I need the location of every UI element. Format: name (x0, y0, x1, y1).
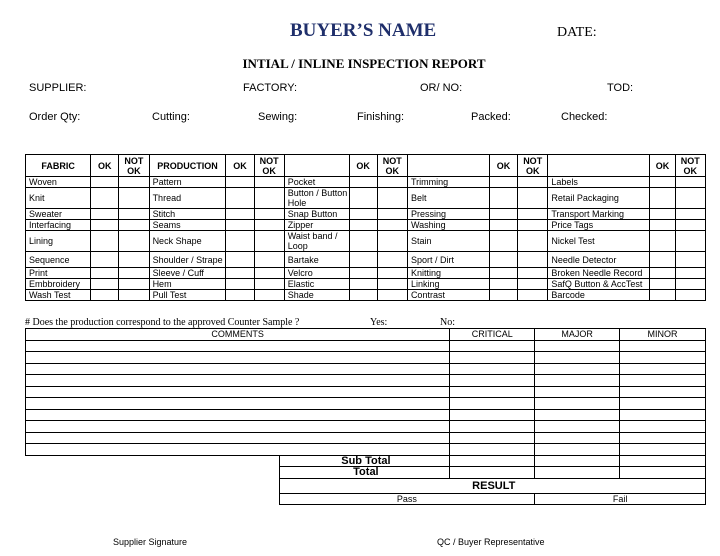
comment-cell[interactable] (26, 432, 450, 444)
result-header: RESULT (279, 478, 705, 493)
ok-checkbox[interactable] (91, 290, 119, 301)
checklist-header: NOT OK (254, 155, 284, 177)
score-cell[interactable] (620, 398, 706, 410)
not-ok-checkbox[interactable] (254, 268, 284, 279)
checklist-item: Knit (26, 188, 91, 209)
checklist-item: Pattern (149, 177, 226, 188)
not-ok-checkbox[interactable] (675, 279, 705, 290)
checklist-header (284, 155, 349, 177)
blank-cell (26, 478, 280, 493)
comment-row[interactable] (26, 363, 706, 375)
checklist-header: OK (349, 155, 377, 177)
score-cell[interactable] (535, 363, 620, 375)
not-ok-checkbox[interactable] (377, 209, 407, 220)
checklist-item: Waist band / Loop (284, 231, 349, 252)
not-ok-checkbox[interactable] (377, 220, 407, 231)
ok-checkbox[interactable] (650, 268, 675, 279)
ok-checkbox[interactable] (226, 220, 254, 231)
score-cell[interactable] (535, 375, 620, 387)
sewing-label: Sewing: (258, 111, 298, 123)
not-ok-checkbox[interactable] (675, 268, 705, 279)
score-cell[interactable] (620, 375, 706, 387)
checklist-item: Embbroidery (26, 279, 91, 290)
ok-checkbox[interactable] (650, 209, 675, 220)
comment-cell[interactable] (26, 340, 450, 352)
supplier-signature: Supplier Signature (113, 537, 188, 547)
checklist-row (26, 290, 706, 301)
checklist-item: Hem (149, 279, 226, 290)
ok-checkbox[interactable] (349, 177, 377, 188)
total-cell[interactable] (450, 455, 535, 467)
score-cell[interactable] (620, 340, 706, 352)
checklist-item: Stain (407, 231, 489, 252)
not-ok-checkbox[interactable] (119, 252, 149, 268)
packed-label: Packed: (471, 111, 511, 123)
not-ok-checkbox[interactable] (377, 290, 407, 301)
ok-checkbox[interactable] (226, 290, 254, 301)
score-cell[interactable] (450, 352, 535, 364)
ok-checkbox[interactable] (91, 188, 119, 209)
finishing-label: Finishing: (357, 111, 405, 123)
checklist-item: Broken Needle Record (548, 268, 650, 279)
ok-checkbox[interactable] (650, 220, 675, 231)
ok-checkbox[interactable] (349, 290, 377, 301)
ok-checkbox[interactable] (226, 252, 254, 268)
checklist-header (407, 155, 489, 177)
checklist-item: Woven (26, 177, 91, 188)
ok-checkbox[interactable] (490, 290, 518, 301)
score-cell[interactable] (450, 409, 535, 421)
checklist-item: Button / Button Hole (284, 188, 349, 209)
comment-cell[interactable] (26, 352, 450, 364)
factory-label: FACTORY: (243, 82, 298, 94)
not-ok-checkbox[interactable] (254, 188, 284, 209)
ok-checkbox[interactable] (349, 252, 377, 268)
not-ok-checkbox[interactable] (254, 177, 284, 188)
score-cell[interactable] (620, 386, 706, 398)
checklist-item: Sequence (26, 252, 91, 268)
not-ok-checkbox[interactable] (518, 290, 548, 301)
not-ok-checkbox[interactable] (119, 209, 149, 220)
ok-checkbox[interactable] (490, 268, 518, 279)
not-ok-checkbox[interactable] (518, 188, 548, 209)
checklist-item: Lining (26, 231, 91, 252)
comment-row[interactable] (26, 432, 706, 444)
or-no-label: OR/ NO: (420, 82, 463, 94)
checklist-item: Interfacing (26, 220, 91, 231)
checklist-item: Stitch (149, 209, 226, 220)
not-ok-checkbox[interactable] (518, 177, 548, 188)
comment-row[interactable] (26, 421, 706, 433)
ok-checkbox[interactable] (349, 188, 377, 209)
ok-checkbox[interactable] (650, 177, 675, 188)
ok-checkbox[interactable] (91, 220, 119, 231)
comment-row[interactable] (26, 340, 706, 352)
not-ok-checkbox[interactable] (377, 177, 407, 188)
checklist-header: NOT OK (377, 155, 407, 177)
not-ok-checkbox[interactable] (119, 188, 149, 209)
checklist-header: PRODUCTION (149, 155, 226, 177)
checklist-item: SafQ Button & AccTest (548, 279, 650, 290)
checklist-item: Thread (149, 188, 226, 209)
score-cell[interactable] (450, 432, 535, 444)
comment-row[interactable] (26, 444, 706, 456)
not-ok-checkbox[interactable] (119, 231, 149, 252)
score-cell[interactable] (535, 409, 620, 421)
pass-option[interactable]: Pass (279, 493, 535, 505)
ok-checkbox[interactable] (91, 177, 119, 188)
score-cell[interactable] (450, 340, 535, 352)
checklist-header (548, 155, 650, 177)
ok-checkbox[interactable] (91, 268, 119, 279)
checklist-row (26, 177, 706, 188)
checked-label: Checked: (561, 111, 608, 123)
sub-total-label: Sub Total (279, 455, 450, 467)
score-cell[interactable] (450, 375, 535, 387)
blank-cell (26, 455, 280, 467)
yes-label: Yes: (370, 317, 388, 328)
checklist-item: Wash Test (26, 290, 91, 301)
checklist-item: Pull Test (149, 290, 226, 301)
comment-cell[interactable] (26, 386, 450, 398)
not-ok-checkbox[interactable] (675, 177, 705, 188)
ok-checkbox[interactable] (91, 209, 119, 220)
score-cell[interactable] (450, 398, 535, 410)
checklist-item: Seams (149, 220, 226, 231)
buyer-name: BUYER’S NAME (290, 20, 437, 41)
blank-cell (26, 467, 280, 479)
not-ok-checkbox[interactable] (675, 290, 705, 301)
score-cell[interactable] (620, 352, 706, 364)
ok-checkbox[interactable] (490, 220, 518, 231)
not-ok-checkbox[interactable] (254, 231, 284, 252)
checklist-item: Shoulder / Strape (149, 252, 226, 268)
ok-checkbox[interactable] (490, 252, 518, 268)
ok-checkbox[interactable] (490, 279, 518, 290)
score-cell[interactable] (535, 444, 620, 456)
checklist-item: Snap Button (284, 209, 349, 220)
checklist-item: Nickel Test (548, 231, 650, 252)
checklist-header: NOT OK (518, 155, 548, 177)
total-cell[interactable] (620, 467, 706, 479)
not-ok-checkbox[interactable] (377, 279, 407, 290)
comment-row[interactable] (26, 398, 706, 410)
not-ok-checkbox[interactable] (518, 252, 548, 268)
comment-cell[interactable] (26, 421, 450, 433)
qc-signature: QC / Buyer Representative (437, 537, 545, 547)
not-ok-checkbox[interactable] (675, 231, 705, 252)
order-qty-label: Order Qty: (29, 111, 81, 123)
not-ok-checkbox[interactable] (377, 268, 407, 279)
checklist-row (26, 188, 706, 209)
cutting-label: Cutting: (152, 111, 190, 123)
ok-checkbox[interactable] (650, 290, 675, 301)
not-ok-checkbox[interactable] (254, 220, 284, 231)
comment-cell[interactable] (26, 398, 450, 410)
tod-label: TOD: (607, 82, 634, 94)
not-ok-checkbox[interactable] (518, 231, 548, 252)
ok-checkbox[interactable] (650, 231, 675, 252)
not-ok-checkbox[interactable] (518, 209, 548, 220)
checklist-item: Trimming (407, 177, 489, 188)
checklist-header: NOT OK (119, 155, 149, 177)
checklist-header: FABRIC (26, 155, 91, 177)
not-ok-checkbox[interactable] (377, 188, 407, 209)
not-ok-checkbox[interactable] (254, 279, 284, 290)
comment-row[interactable] (26, 352, 706, 364)
score-cell[interactable] (450, 421, 535, 433)
checklist-item: Sport / Dirt (407, 252, 489, 268)
comment-row[interactable] (26, 375, 706, 387)
ok-checkbox[interactable] (349, 231, 377, 252)
score-cell[interactable] (535, 421, 620, 433)
comment-cell[interactable] (26, 363, 450, 375)
checklist-item: Pocket (284, 177, 349, 188)
ok-checkbox[interactable] (91, 252, 119, 268)
checklist-item: Pressing (407, 209, 489, 220)
not-ok-checkbox[interactable] (377, 231, 407, 252)
ok-checkbox[interactable] (226, 188, 254, 209)
not-ok-checkbox[interactable] (119, 290, 149, 301)
ok-checkbox[interactable] (349, 220, 377, 231)
not-ok-checkbox[interactable] (518, 268, 548, 279)
checklist-item: Sleeve / Cuff (149, 268, 226, 279)
checklist-item: Velcro (284, 268, 349, 279)
checklist-item: Bartake (284, 252, 349, 268)
not-ok-checkbox[interactable] (254, 209, 284, 220)
score-cell[interactable] (620, 363, 706, 375)
blank-cell (26, 493, 280, 505)
checklist-row (26, 279, 706, 290)
score-cell[interactable] (620, 444, 706, 456)
not-ok-checkbox[interactable] (119, 220, 149, 231)
ok-checkbox[interactable] (226, 209, 254, 220)
ok-checkbox[interactable] (226, 231, 254, 252)
checklist-item: Labels (548, 177, 650, 188)
inspection-checklist (25, 154, 706, 301)
supplier-label: SUPPLIER: (29, 82, 87, 94)
score-cell[interactable] (535, 398, 620, 410)
not-ok-checkbox[interactable] (119, 268, 149, 279)
ok-checkbox[interactable] (650, 279, 675, 290)
checklist-item: Knitting (407, 268, 489, 279)
comments-header: COMMENTS (26, 329, 450, 341)
score-cell[interactable] (535, 386, 620, 398)
ok-checkbox[interactable] (91, 231, 119, 252)
comments-table (25, 328, 706, 505)
checklist-item: Linking (407, 279, 489, 290)
ok-checkbox[interactable] (490, 177, 518, 188)
comment-cell[interactable] (26, 375, 450, 387)
not-ok-checkbox[interactable] (518, 279, 548, 290)
checklist-row (26, 209, 706, 220)
report-title: INTIAL / INLINE INSPECTION REPORT (242, 56, 486, 71)
comment-row[interactable] (26, 409, 706, 421)
checklist-header: OK (91, 155, 119, 177)
comment-cell[interactable] (26, 409, 450, 421)
checklist-item: Sweater (26, 209, 91, 220)
ok-checkbox[interactable] (490, 231, 518, 252)
not-ok-checkbox[interactable] (254, 290, 284, 301)
checklist-header: OK (490, 155, 518, 177)
total-cell[interactable] (450, 467, 535, 479)
not-ok-checkbox[interactable] (518, 220, 548, 231)
not-ok-checkbox[interactable] (119, 177, 149, 188)
checklist-item: Needle Detector (548, 252, 650, 268)
not-ok-checkbox[interactable] (119, 279, 149, 290)
critical-header: CRITICAL (450, 329, 535, 341)
ok-checkbox[interactable] (226, 279, 254, 290)
checklist-header: OK (226, 155, 254, 177)
ok-checkbox[interactable] (650, 188, 675, 209)
date-label: DATE: (557, 25, 597, 40)
score-cell[interactable] (620, 432, 706, 444)
total-cell[interactable] (535, 455, 620, 467)
score-cell[interactable] (450, 444, 535, 456)
not-ok-checkbox[interactable] (377, 252, 407, 268)
score-cell[interactable] (450, 386, 535, 398)
ok-checkbox[interactable] (349, 209, 377, 220)
not-ok-checkbox[interactable] (254, 252, 284, 268)
total-cell[interactable] (620, 455, 706, 467)
ok-checkbox[interactable] (650, 252, 675, 268)
checklist-row (26, 252, 706, 268)
ok-checkbox[interactable] (91, 279, 119, 290)
score-cell[interactable] (620, 421, 706, 433)
checklist-item: Washing (407, 220, 489, 231)
score-cell[interactable] (535, 352, 620, 364)
checklist-item: Belt (407, 188, 489, 209)
checklist-item: Barcode (548, 290, 650, 301)
checklist-row (26, 268, 706, 279)
score-cell[interactable] (535, 432, 620, 444)
checklist-item: Contrast (407, 290, 489, 301)
checklist-item: Transport Marking (548, 209, 650, 220)
no-label: No: (440, 317, 455, 328)
checklist-item: Retail Packaging (548, 188, 650, 209)
checklist-item: Price Tags (548, 220, 650, 231)
checklist-item: Zipper (284, 220, 349, 231)
major-header: MAJOR (535, 329, 620, 341)
not-ok-checkbox[interactable] (675, 209, 705, 220)
checklist-header: OK (650, 155, 675, 177)
checklist-item: Elastic (284, 279, 349, 290)
ok-checkbox[interactable] (349, 279, 377, 290)
not-ok-checkbox[interactable] (675, 220, 705, 231)
total-label: Total (279, 467, 450, 479)
comment-row[interactable] (26, 386, 706, 398)
checklist-item: Neck Shape (149, 231, 226, 252)
not-ok-checkbox[interactable] (675, 188, 705, 209)
fail-option[interactable]: Fail (535, 493, 706, 505)
score-cell[interactable] (450, 363, 535, 375)
score-cell[interactable] (620, 409, 706, 421)
not-ok-checkbox[interactable] (675, 252, 705, 268)
ok-checkbox[interactable] (226, 177, 254, 188)
ok-checkbox[interactable] (490, 188, 518, 209)
checklist-item: Shade (284, 290, 349, 301)
checklist-item: Print (26, 268, 91, 279)
score-cell[interactable] (535, 340, 620, 352)
ok-checkbox[interactable] (226, 268, 254, 279)
comment-cell[interactable] (26, 444, 450, 456)
ok-checkbox[interactable] (349, 268, 377, 279)
total-cell[interactable] (535, 467, 620, 479)
counter-sample-question: # Does the production correspond to the approved Counter Sample ? (25, 317, 300, 328)
checklist-header: NOT OK (675, 155, 705, 177)
checklist-row (26, 231, 706, 252)
ok-checkbox[interactable] (490, 209, 518, 220)
minor-header: MINOR (620, 329, 706, 341)
checklist-row (26, 220, 706, 231)
